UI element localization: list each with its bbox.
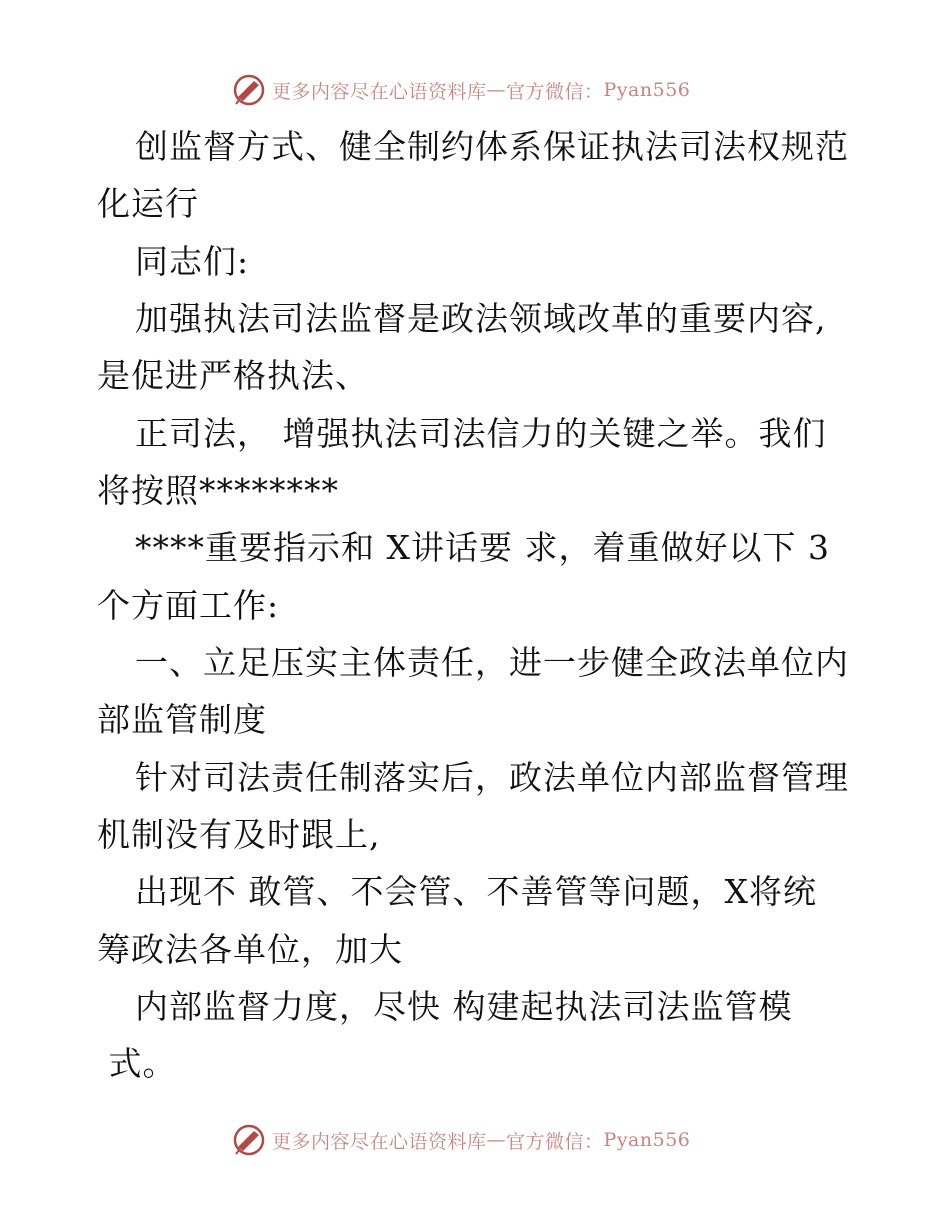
watermark-wechat-label: 官方微信：: [506, 80, 604, 103]
text-line: ****重要指示和 X讲话要 求，着重做好以下 3: [135, 528, 830, 568]
watermark-footer: [232, 1122, 690, 1158]
watermark-brand: 更多内容尽在心语资料库: [272, 1130, 487, 1153]
section-heading: 一、立足压实主体责任，进一步健全政法单位内: [135, 643, 849, 682]
watermark-wechat-id: Pyan556: [603, 1129, 691, 1151]
watermark-dash: —: [486, 1129, 507, 1151]
text-line: 将按照********: [97, 471, 339, 510]
text-line: 式。: [97, 1044, 177, 1084]
text-line: 针对司法责任制落实后，政法单位内部监督管理: [135, 757, 849, 797]
text-line: 加强执法司法监督是政法领域改革的重要内容,: [135, 299, 827, 338]
text-line: 是促进严格执法、: [97, 356, 369, 396]
text-line: 同志们:: [135, 241, 250, 281]
text-line: 创监督方式、健全制约体系保证执法司法权规范: [135, 127, 849, 166]
watermark-dash: —: [486, 79, 507, 101]
watermark-header: [232, 72, 690, 108]
text-line: 个方面工作:: [97, 585, 280, 625]
text-line: 化运行: [97, 184, 199, 224]
pen-logo-icon: [232, 73, 266, 107]
text-line: 出现不 敢管、不会管、不善管等问题，X将统: [135, 872, 817, 912]
text-line: 筹政法各单位，加大: [97, 929, 403, 969]
watermark-wechat-label: 官方微信：: [506, 1130, 604, 1153]
pen-logo-icon: [232, 1123, 266, 1157]
watermark-brand: 更多内容尽在心语资料库: [272, 80, 487, 103]
text-line: 正司法， 增强执法司法信力的关键之举。我们: [135, 413, 827, 453]
text-line: 内部监督力度，尽快 构建起执法司法监管模: [135, 987, 793, 1026]
text-line: 机制没有及时跟上,: [97, 815, 381, 854]
section-heading: 部监管制度: [97, 700, 267, 740]
watermark-wechat-id: Pyan556: [603, 79, 691, 101]
